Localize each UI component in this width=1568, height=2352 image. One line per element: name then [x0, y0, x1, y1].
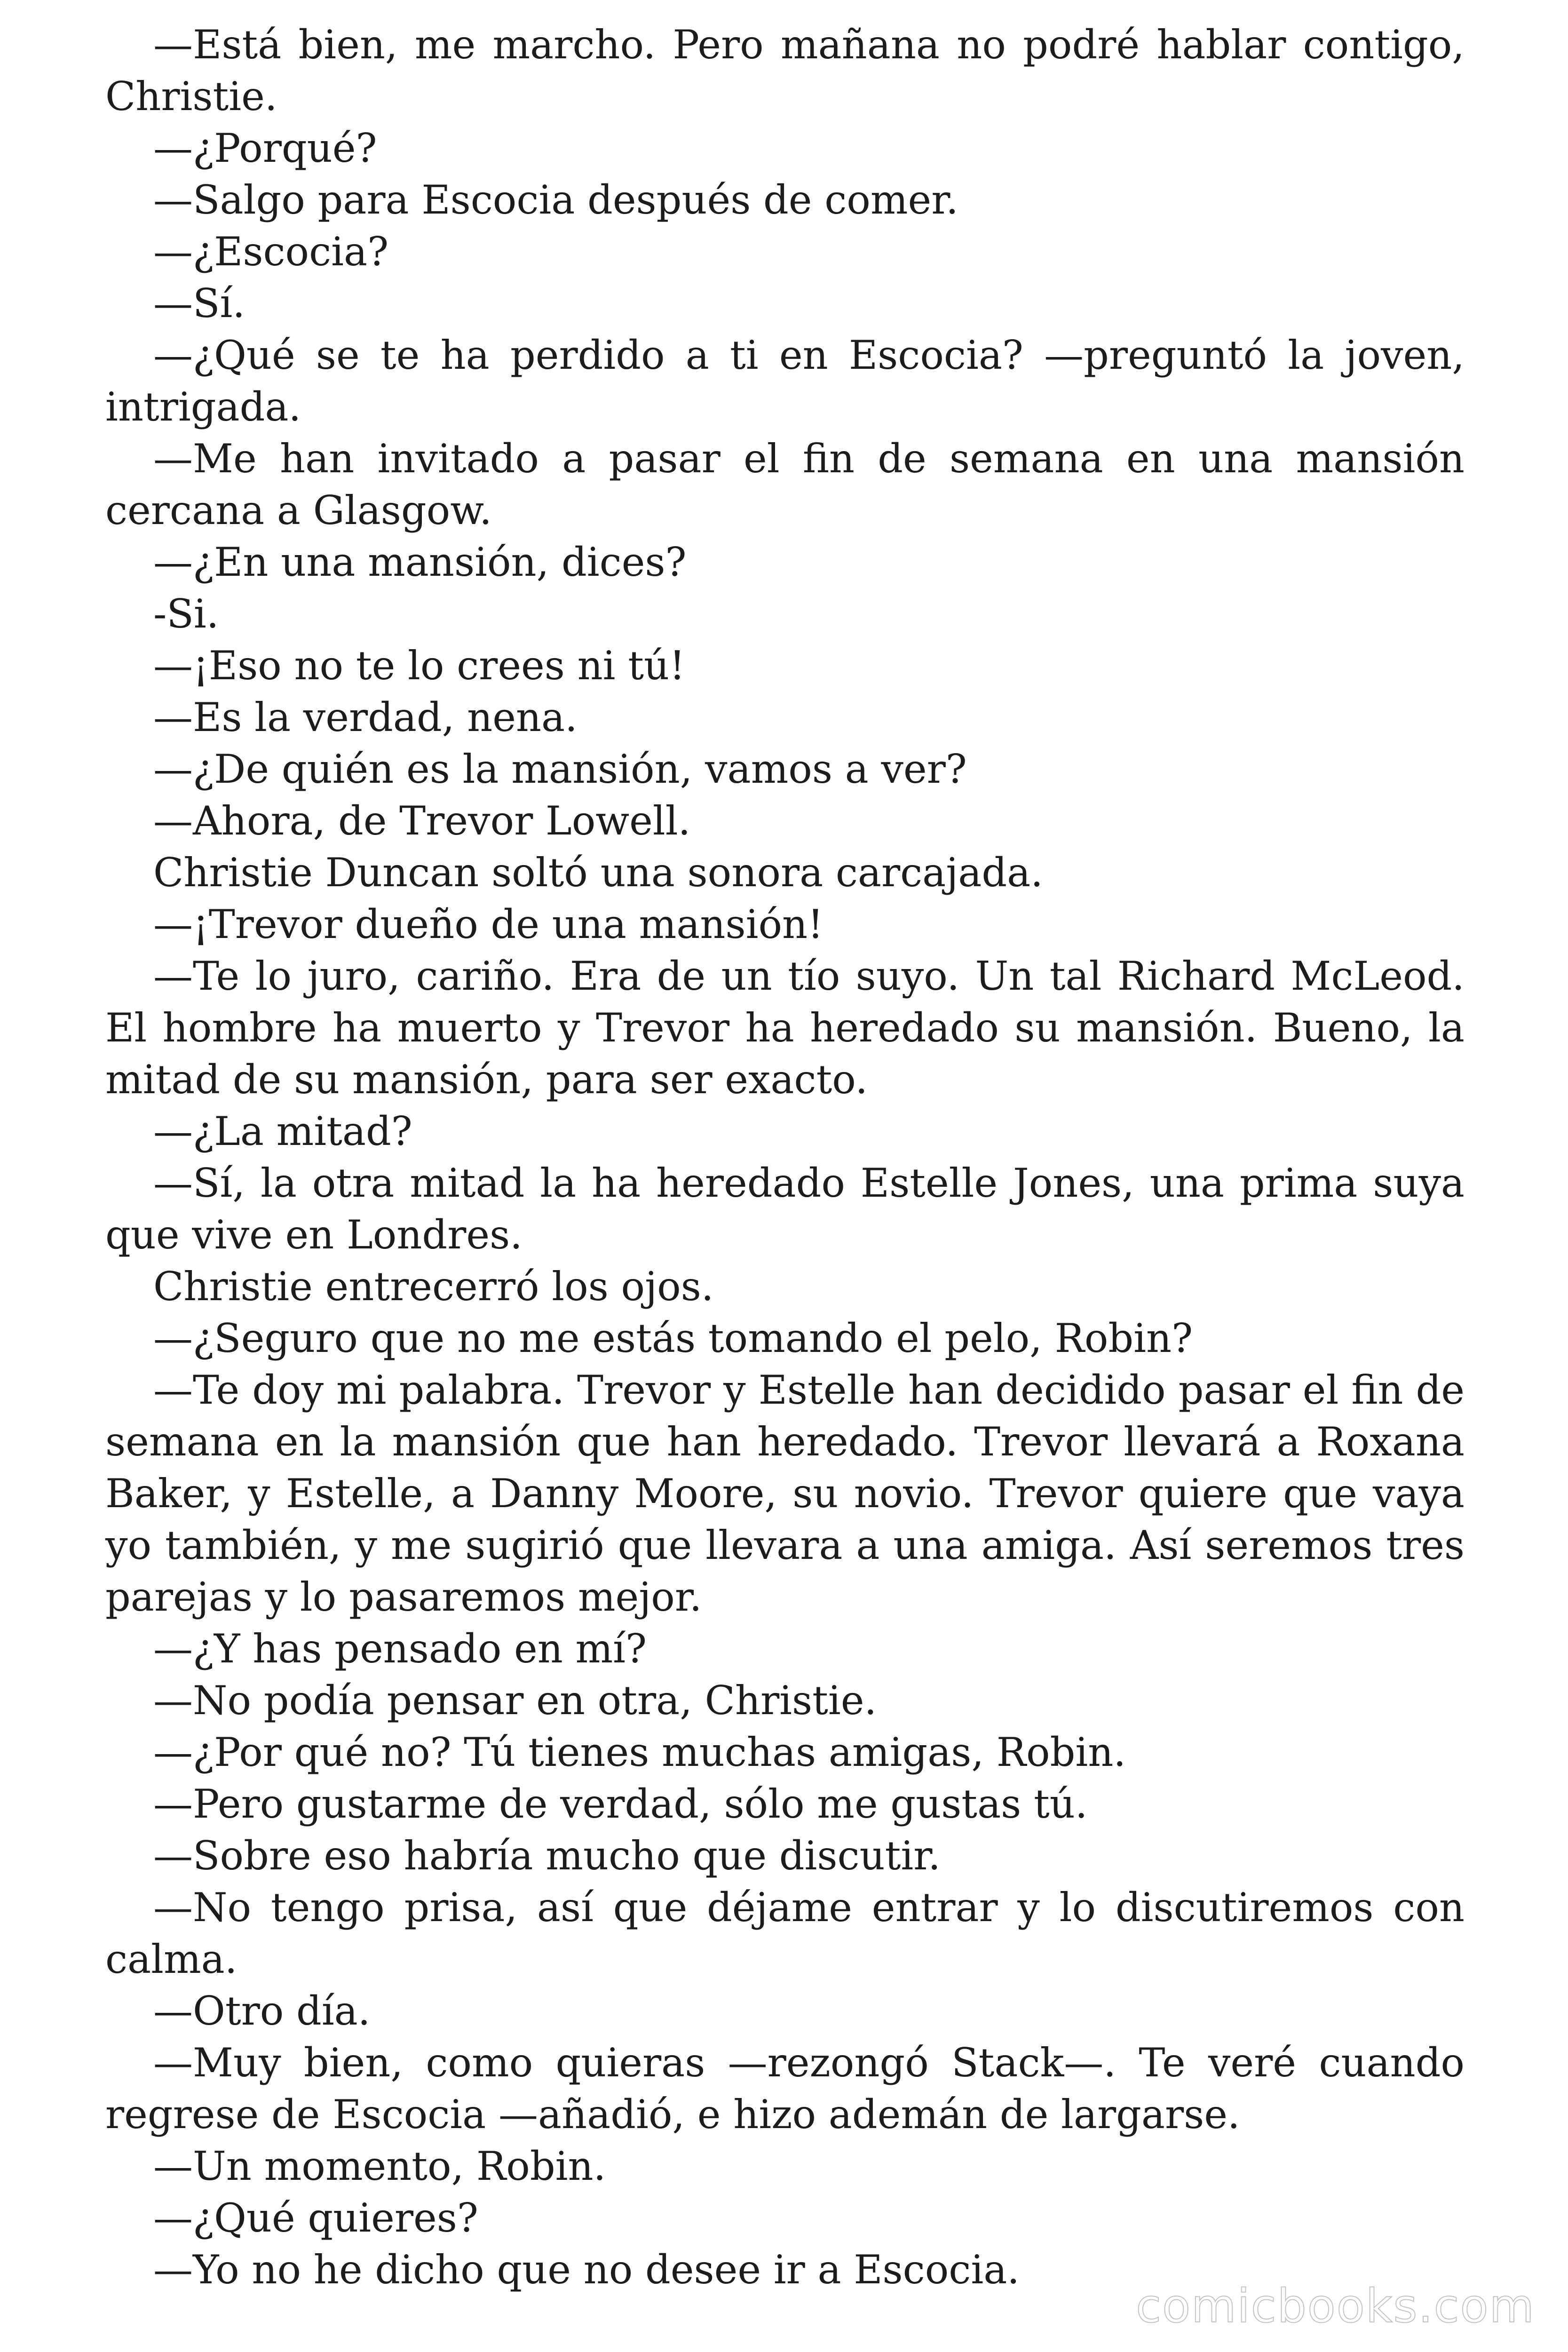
paragraph: —¿De quién es la mansión, vamos a ver? [153, 746, 967, 792]
paragraph: —No podía pensar en otra, Christie. [153, 1677, 877, 1724]
paragraph: —Muy bien, como quieras —rezongó Stack—. Te veré cuando regrese de Escocia —añadió, e hizo ademán de largarse. [105, 2040, 1465, 2137]
paragraph: —Otro día. [153, 1988, 371, 2034]
paragraph: -Si. [153, 591, 219, 637]
paragraph: —Sí, la otra mitad la ha heredado Estelle Jones, una prima suya que vive en Londres. [105, 1160, 1465, 1258]
paragraph: —Es la verdad, nena. [153, 694, 578, 740]
paragraph: —¿Escocia? [153, 229, 389, 275]
paragraph: —Sí. [153, 280, 245, 326]
paragraph: —Está bien, me marcho. Pero mañana no podré hablar contigo, Christie. [105, 22, 1465, 119]
paragraph: —¿Por qué no? Tú tienes muchas amigas, Robin. [153, 1729, 1126, 1775]
book-page-text [105, 19, 1465, 2296]
paragraph: —Me han invitado a pasar el fin de semana en una mansión cercana a Glasgow. [105, 436, 1465, 533]
paragraph: —¿Y has pensado en mí? [153, 1626, 647, 1672]
paragraph: —¿Qué se te ha perdido a ti en Escocia? —preguntó la joven, intrigada. [105, 332, 1465, 430]
paragraph: —¿Porqué? [153, 125, 377, 171]
paragraph: —Ahora, de Trevor Lowell. [153, 798, 691, 844]
paragraph: —Salgo para Escocia después de comer. [153, 177, 958, 223]
paragraph: —Te doy mi palabra. Trevor y Estelle han decidido pasar el fin de semana en la mansión que han heredado. Trevor llevará a Roxana Baker, y Estelle, a Danny Moore, su novio. Trevor quiere que vaya yo también, y me sugirió que llevara a una amiga. Así seremos tres parejas y lo pasaremos mejor. [105, 1367, 1465, 1620]
paragraph: —¿Seguro que no me estás tomando el pelo, Robin? [153, 1315, 1193, 1361]
watermark: comicbooks.com [1136, 2280, 1535, 2333]
paragraph: —No tengo prisa, así que déjame entrar y lo discutiremos con calma. [105, 1884, 1465, 1982]
paragraph: —Te lo juro, cariño. Era de un tío suyo. Un tal Richard McLeod. El hombre ha muerto y Trevor ha heredado su mansión. Bueno, la mitad de su mansión, para ser exacto. [105, 953, 1465, 1103]
paragraph: Christie entrecerró los ojos. [153, 1263, 714, 1310]
paragraph: —Yo no he dicho que no desee ir a Escocia. [153, 2247, 1020, 2293]
paragraph: —Pero gustarme de verdad, sólo me gustas tú. [153, 1781, 1088, 1827]
paragraph: —¿La mitad? [153, 1108, 412, 1154]
paragraph: Christie Duncan soltó una sonora carcajada. [153, 850, 1043, 896]
paragraph: —Sobre eso habría mucho que discutir. [153, 1833, 941, 1879]
paragraph: —¡Eso no te lo crees ni tú! [153, 643, 685, 689]
paragraph: —¡Trevor dueño de una mansión! [153, 901, 824, 947]
paragraph: —Un momento, Robin. [153, 2143, 606, 2189]
paragraph: —¿En una mansión, dices? [153, 539, 687, 585]
paragraph: —¿Qué quieres? [153, 2195, 478, 2241]
